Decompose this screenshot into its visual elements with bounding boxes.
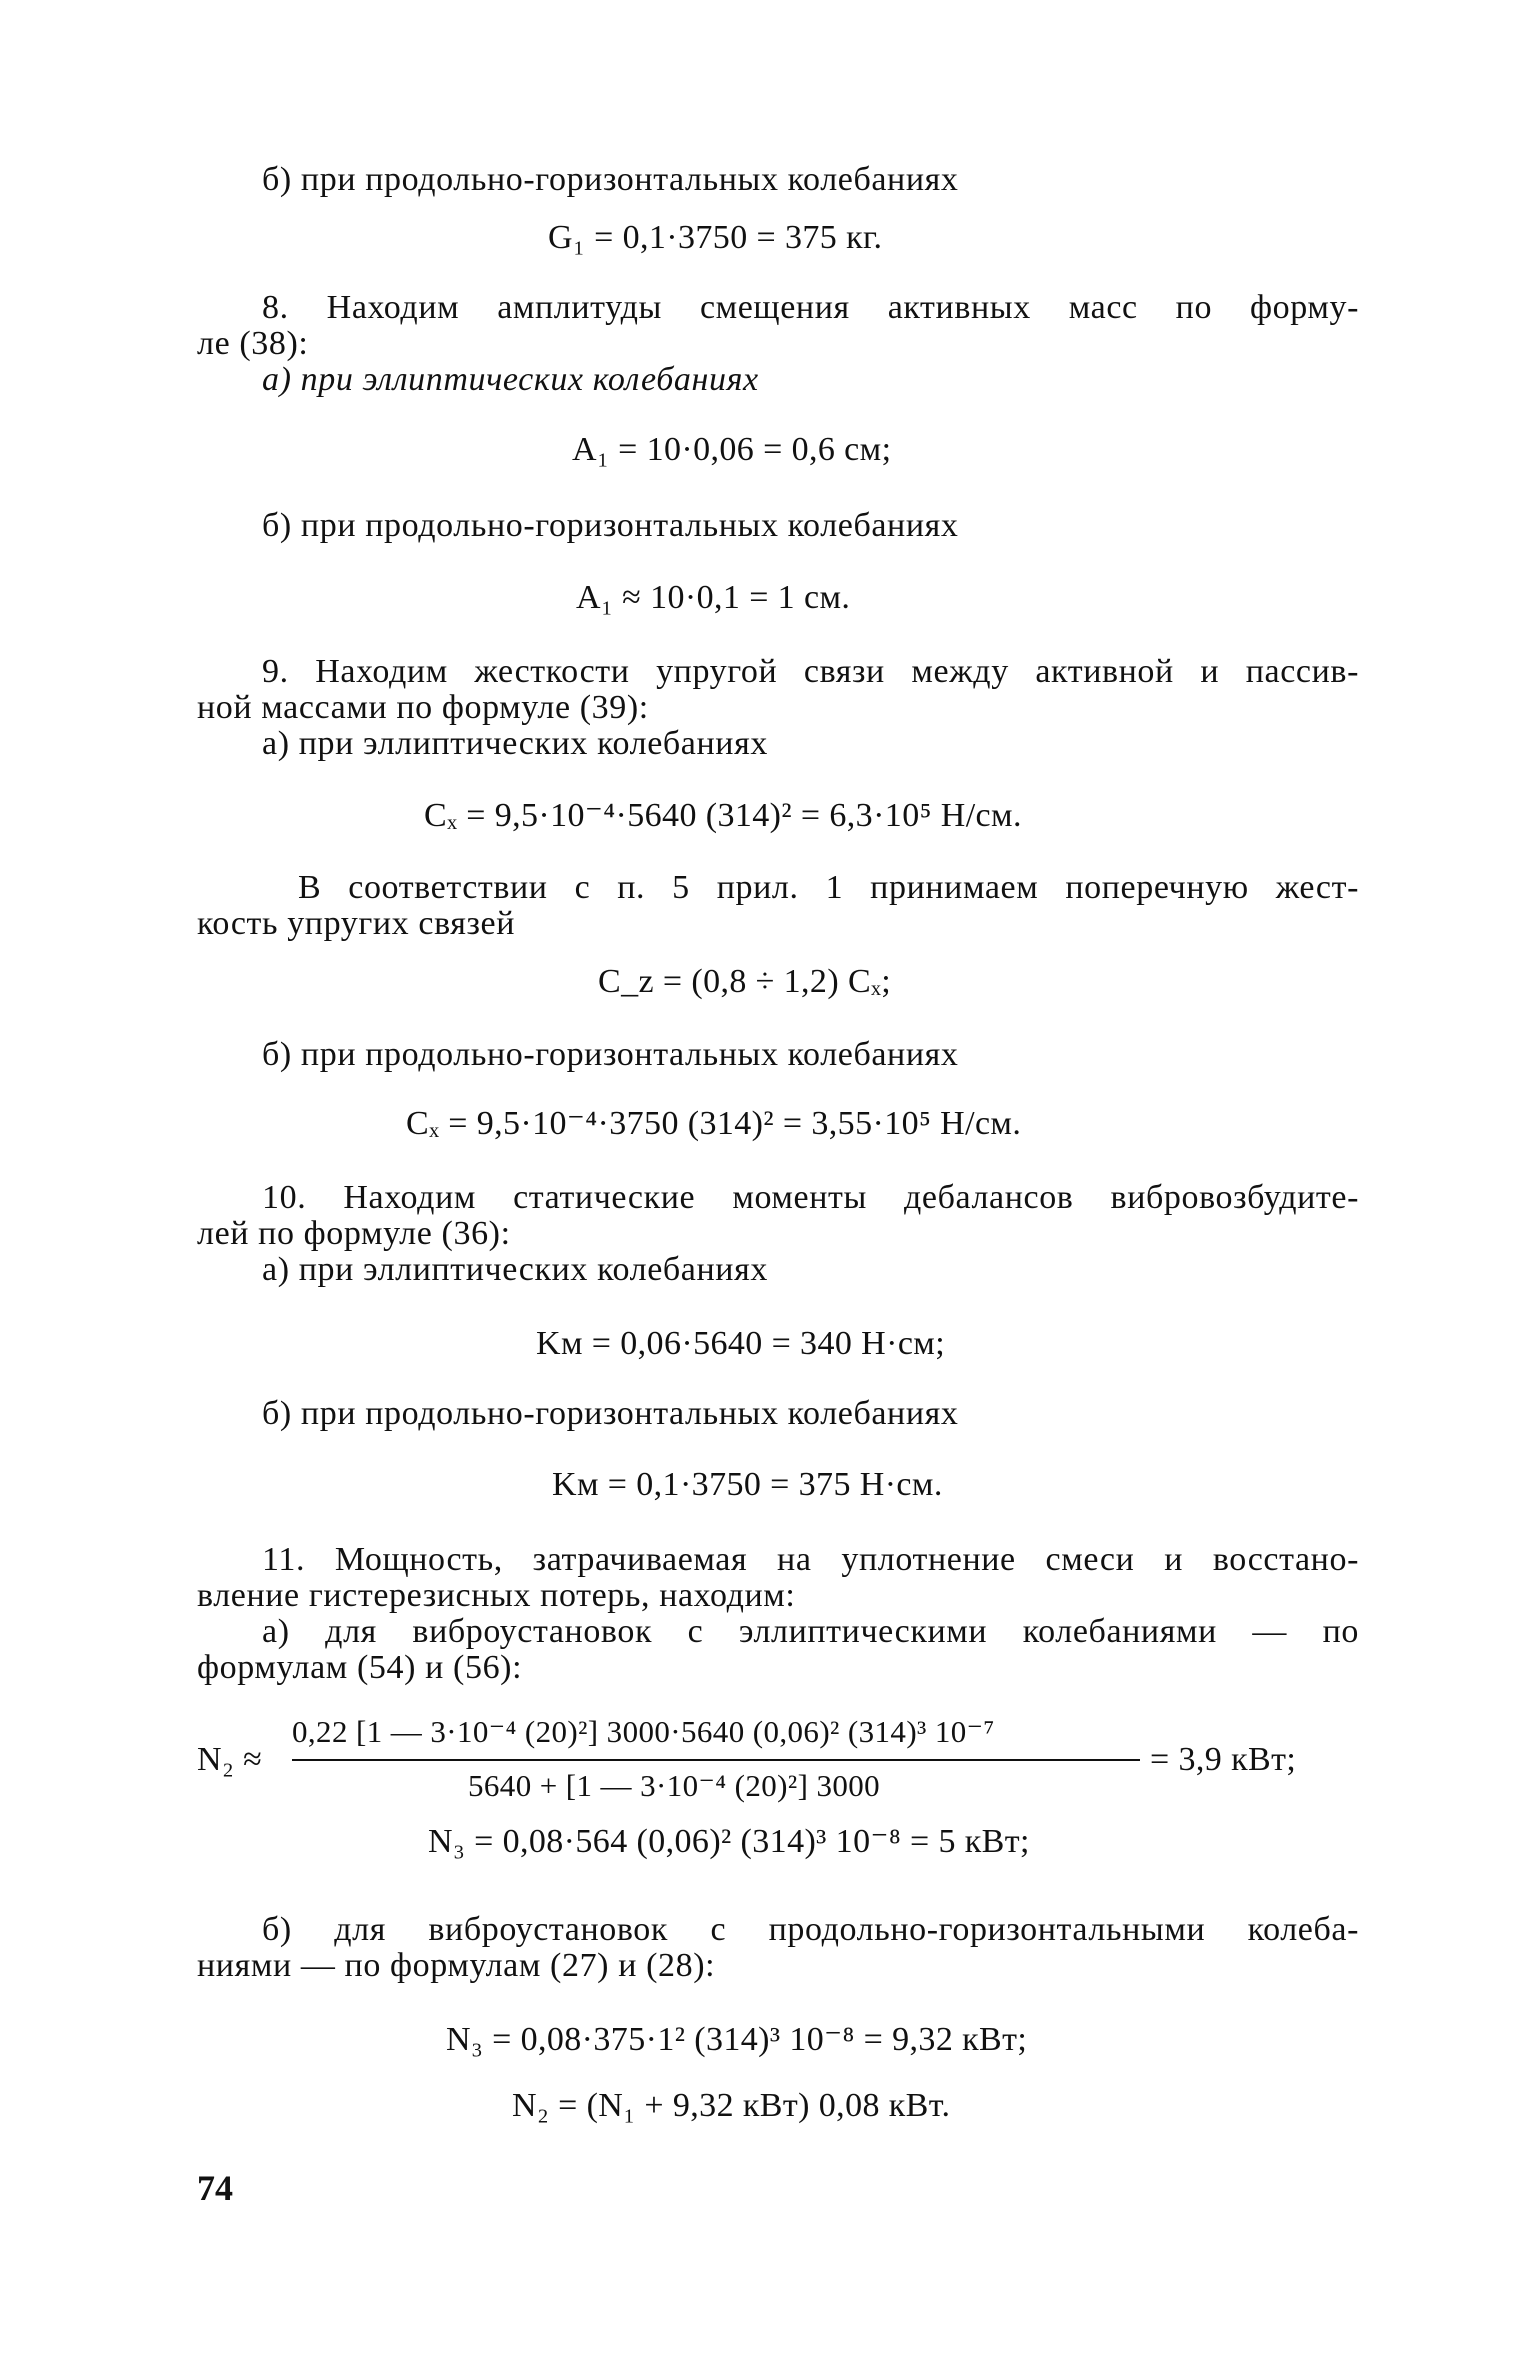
sec9-b-text: б) при продольно-горизонтальных колебаниях bbox=[262, 1036, 959, 1073]
formula-cz: C_z = (0,8 ÷ 1,2) Cₓ; bbox=[598, 963, 892, 1000]
sec8-a-text: а) при эллиптических колебаниях bbox=[262, 361, 759, 398]
sec11-heading-line2: вление гистерезисных потерь, находим: bbox=[197, 1577, 796, 1614]
sec10-b-text: б) при продольно-горизонтальных колебаниях bbox=[262, 1395, 959, 1432]
sec8-heading-line1: 8. Находим амплитуды смещения активных масс по форму- bbox=[262, 289, 1359, 326]
sec8-b-text: б) при продольно-горизонтальных колебаниях bbox=[262, 507, 959, 544]
formula-n2-lhs: N₂ ≈ bbox=[197, 1741, 263, 1778]
sec11-b-line1: б) для виброустановок с продольно-горизонтальными колеба- bbox=[262, 1911, 1359, 1948]
sec11-b-line2: ниями — по формулам (27) и (28): bbox=[197, 1947, 716, 1984]
fraction-bar bbox=[292, 1759, 1140, 1761]
formula-a1-elliptic: A₁ = 10·0,06 = 0,6 см; bbox=[572, 431, 892, 468]
sec9-note-line2: кость упругих связей bbox=[197, 905, 516, 942]
sec9-note-line1: В соответствии с п. 5 прил. 1 принимаем поперечную жест- bbox=[298, 869, 1359, 906]
sec11-a-line1: а) для виброустановок с эллиптическими колебаниями — по bbox=[262, 1613, 1359, 1650]
sec10-a-text: а) при эллиптических колебаниях bbox=[262, 1251, 768, 1288]
sec10-heading-line1: 10. Находим статические моменты дебалансов вибровозбудите- bbox=[262, 1179, 1359, 1216]
formula-n3-longitudinal: N₃ = 0,08·375·1² (314)³ 10⁻⁸ = 9,32 кВт; bbox=[446, 2021, 1028, 2058]
formula-km-longitudinal: Kм = 0,1·3750 = 375 Н·см. bbox=[552, 1466, 943, 1503]
formula-km-elliptic: Kм = 0,06·5640 = 340 Н·см; bbox=[536, 1325, 946, 1362]
formula-g1: G₁ = 0,1·3750 = 375 кг. bbox=[548, 219, 883, 256]
sec9-a-text: а) при эллиптических колебаниях bbox=[262, 725, 768, 762]
sec7-b-text: б) при продольно-горизонтальных колебаниях bbox=[262, 161, 959, 198]
sec10-heading-line2: лей по формуле (36): bbox=[197, 1215, 511, 1252]
formula-n3-elliptic: N₃ = 0,08·564 (0,06)² (314)³ 10⁻⁸ = 5 кВт; bbox=[428, 1823, 1030, 1860]
formula-n2-longitudinal: N₂ = (N₁ + 9,32 кВт) 0,08 кВт. bbox=[512, 2087, 951, 2124]
formula-cx-elliptic: Cₓ = 9,5·10⁻⁴·5640 (314)² = 6,3·10⁵ Н/см. bbox=[424, 797, 1022, 834]
formula-n2-numerator: 0,22 [1 — 3·10⁻⁴ (20)²] 3000·5640 (0,06)² (314)³ 10⁻⁷ bbox=[292, 1714, 995, 1749]
formula-cx-longitudinal: Cₓ = 9,5·10⁻⁴·3750 (314)² = 3,55·10⁵ Н/см. bbox=[406, 1105, 1022, 1142]
sec9-heading-line1: 9. Находим жесткости упругой связи между активной и пассив- bbox=[262, 653, 1359, 690]
page-number: 74 bbox=[197, 2168, 233, 2208]
formula-n2-denominator: 5640 + [1 — 3·10⁻⁴ (20)²] 3000 bbox=[468, 1768, 881, 1803]
formula-a1-longitudinal: A₁ ≈ 10·0,1 = 1 см. bbox=[576, 579, 851, 616]
formula-n2-rhs: = 3,9 кВт; bbox=[1150, 1741, 1297, 1778]
sec9-heading-line2: ной массами по формуле (39): bbox=[197, 689, 649, 726]
sec8-heading-line2: ле (38): bbox=[197, 325, 309, 362]
sec11-heading-line1: 11. Мощность, затрачиваемая на уплотнение смеси и восстано- bbox=[262, 1541, 1359, 1578]
sec11-a-line2: формулам (54) и (56): bbox=[197, 1649, 523, 1686]
